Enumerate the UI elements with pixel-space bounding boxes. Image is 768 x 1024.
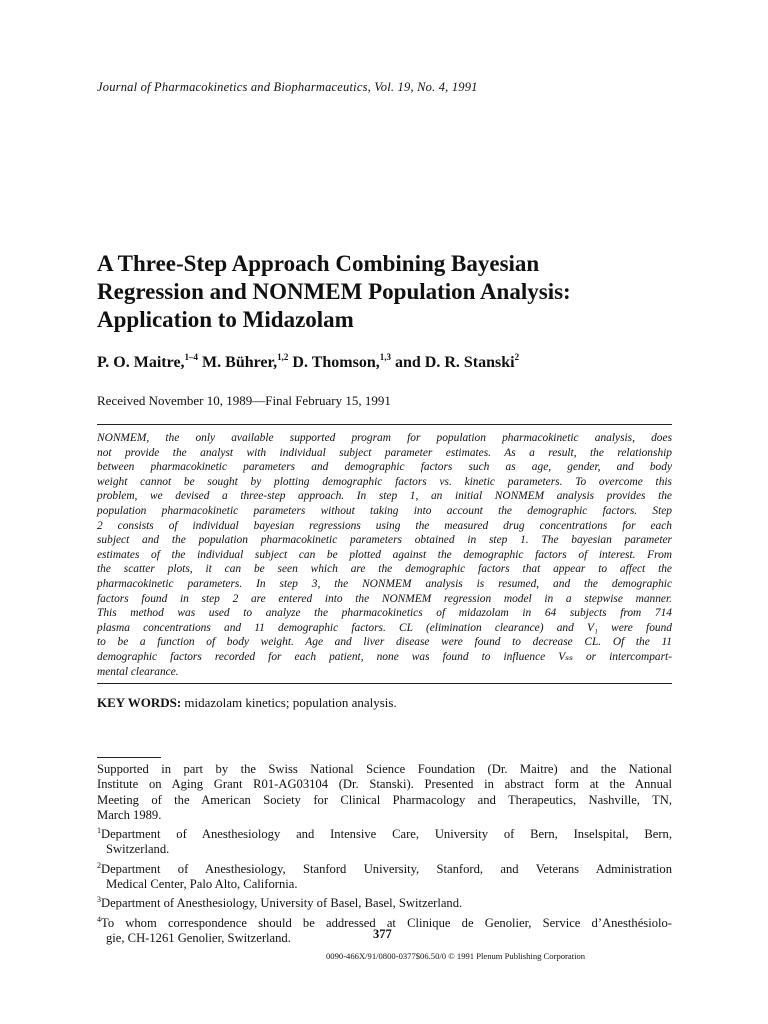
abstract-line: subject and the population pharmacokinetic parameters obtained in step 1. The bayesian parameter (97, 534, 672, 547)
keywords-label: KEY WORDS: (97, 695, 182, 710)
footnotes (97, 762, 672, 946)
abstract-line: This method was used to analyze the pharmacokinetics of midazolam in 64 subjects from 714 (97, 607, 672, 620)
abstract-line: demographic factors recorded for each patient, none was found to influence Vₛₛ or intercompart- (97, 650, 672, 663)
author-list (97, 352, 519, 372)
author-affiliation-marker: 1,2 (277, 352, 289, 362)
abstract-line: not provide the analyst with individual subject parameter estimates. As a result, the relationship (97, 446, 672, 459)
footnote-line (97, 877, 672, 892)
title-line: Regression and NONMEM Population Analysis: (97, 279, 571, 304)
abstract-line: NONMEM, the only available supported program for population pharmacokinetic analysis, does (97, 432, 672, 444)
abstract-line: 2 consists of individual bayesian regressions using the measured drug concentrations for each (97, 519, 672, 532)
journal-header: Journal of Pharmacokinetics and Biopharmaceutics, Vol. 19, No. 4, 1991 (97, 80, 478, 94)
footnote-line (97, 793, 672, 808)
footnote-text: Switzerland. (106, 842, 170, 857)
title-line: Application to Midazolam (97, 307, 354, 332)
author-name: P. O. Maitre, (97, 354, 185, 371)
abstract-line: problem, we devised a three-step approach. In step 1, an initial NONMEM analysis provides the (97, 490, 672, 503)
footnote-text: Department of Anesthesiology and Intensive Care, University of Bern, Inselspital, Bern, (101, 827, 672, 842)
author-affiliation-marker: 2 (514, 352, 520, 362)
author-affiliation-marker: 1,3 (379, 352, 391, 362)
abstract-line: the scatter plots, it can be seen which are the demographic factors that appear to affect the (97, 563, 672, 576)
copyright-line: 0090-466X/91/0800-0377$06.50/0 © 1991 Plenum Publishing Corporation (326, 951, 586, 961)
footnote-line (97, 892, 672, 911)
footnote-line (97, 777, 672, 792)
abstract-line: pharmacokinetic parameters. In step 3, the NONMEM analysis is resumed, and the demographic (97, 577, 672, 590)
author-name: M. Bührer, (198, 354, 278, 371)
footnote-text: Department of Anesthesiology, University of Basel, Basel, Switzerland. (101, 896, 463, 911)
footnote-marker: 4 (97, 914, 101, 924)
footnote-text: Supported in part by the Swiss National Science Foundation (Dr. Maitre) and the National (97, 762, 672, 776)
abstract-line: plasma concentrations and 11 demographic factors. CL (elimination clearance) and V₁ were found (97, 621, 672, 634)
abstract-line: weight cannot be sought by plotting demographic factors vs. kinetic parameters. To overcome this (97, 475, 672, 488)
footnote-text: Meeting of the American Society for Clinical Pharmacology and Therapeutics, Nashville, TN, (97, 792, 672, 807)
footnote-text: Department of Anesthesiology, Stanford University, Stanford, and Veterans Administration (101, 861, 672, 876)
abstract-line: mental clearance. (97, 665, 179, 678)
page-number: 377 (373, 927, 392, 941)
footnote-marker: 2 (97, 860, 101, 870)
footnote-text: gie, CH-1261 Genolier, Switzerland. (106, 930, 291, 945)
footnote-line (97, 823, 672, 842)
author-name: D. Thomson, (288, 354, 380, 371)
footnote-line (97, 842, 672, 857)
abstract-line: between pharmacokinetic parameters and demographic factors such as age, gender, and body (97, 461, 672, 474)
keywords-text: midazolam kinetics; population analysis. (181, 695, 397, 710)
author-affiliation-marker: 1–4 (184, 352, 199, 362)
footnote-line (97, 762, 672, 777)
footnote-rule (97, 757, 161, 758)
footnote-text: Medical Center, Palo Alto, California. (106, 877, 298, 892)
footnote-marker: 3 (97, 895, 101, 905)
article-title (97, 250, 697, 334)
abstract-top-rule (97, 424, 672, 425)
abstract-line: population pharmacokinetic parameters without taking into account the demographic factors. Step (97, 504, 672, 517)
footnote-text: March 1989. (97, 807, 162, 822)
abstract-line: estimates of the individual subject can be plotted against the demographic factors of interest. From (97, 548, 672, 561)
abstract-line: to be a function of body weight. Age and liver disease were found to decrease CL. Of the 11 (97, 636, 672, 649)
abstract-bottom-rule (97, 683, 672, 684)
abstract-line: factors found in step 2 are entered into the NONMEM regression model in a stepwise manner. (97, 592, 672, 605)
footnote-line (97, 808, 672, 823)
author-name: and D. R. Stanski (390, 354, 515, 371)
footnote-marker: 1 (97, 826, 101, 836)
footnote-text: To whom correspondence should be addressed at Clinique de Genolier, Service d’Anesthésiolo- (101, 915, 672, 930)
title-line: A Three-Step Approach Combining Bayesian (97, 251, 540, 276)
footnote-text: Institute on Aging Grant R01-AG03104 (Dr. Stanski). Presented in abstract form at the Annual (97, 777, 672, 792)
abstract (97, 431, 672, 679)
received-dates: Received November 10, 1989—Final February 15, 1991 (97, 393, 391, 408)
footnote-line (97, 858, 672, 877)
keywords (97, 695, 397, 711)
